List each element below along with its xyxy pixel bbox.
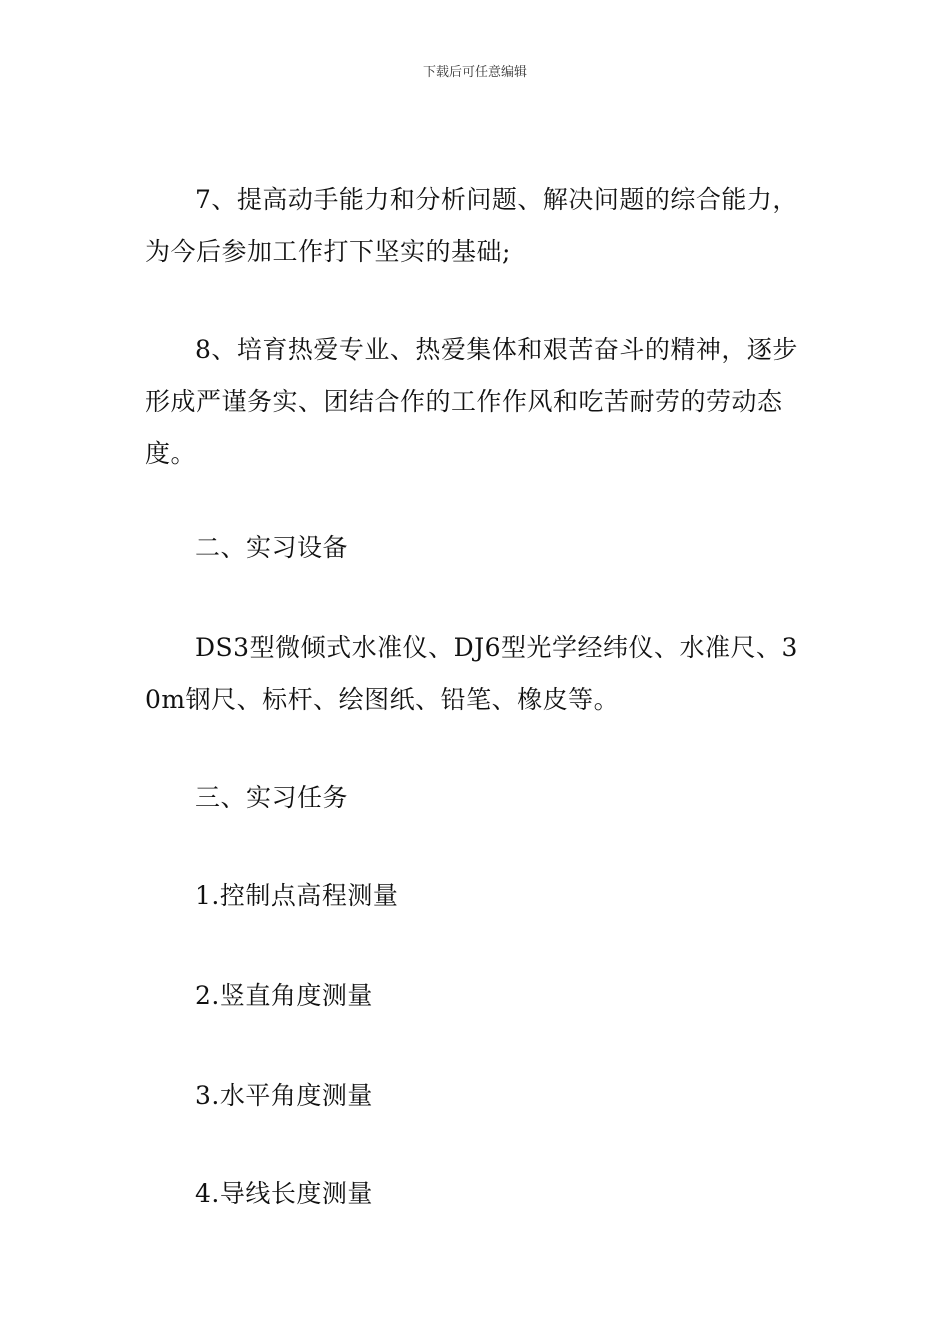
task-item-2: 2.竖直角度测量	[195, 981, 373, 1010]
paragraph-item-8: 8、培育热爱专业、热爱集体和艰苦奋斗的精神，逐步形成严谨务实、团结合作的工作作风和吃苦耐劳的劳动态度。	[145, 335, 798, 468]
section-heading-tasks: 三、实习任务	[195, 783, 349, 812]
task-item-1: 1.控制点高程测量	[195, 881, 399, 910]
paragraph-equipment-list: DS3型微倾式水准仪、DJ6型光学经纬仪、水准尺、30m钢尺、标杆、绘图纸、铅笔、橡皮等。	[145, 633, 798, 714]
task-item-4: 4.导线长度测量	[195, 1179, 373, 1208]
section-heading-equipment: 二、实习设备	[195, 533, 349, 562]
paragraph-item-7: 7、提高动手能力和分析问题、解决问题的综合能力，为今后参加工作打下坚实的基础;	[145, 185, 798, 266]
task-item-3: 3.水平角度测量	[195, 1081, 373, 1110]
page-header: 下载后可任意编辑	[422, 65, 527, 80]
